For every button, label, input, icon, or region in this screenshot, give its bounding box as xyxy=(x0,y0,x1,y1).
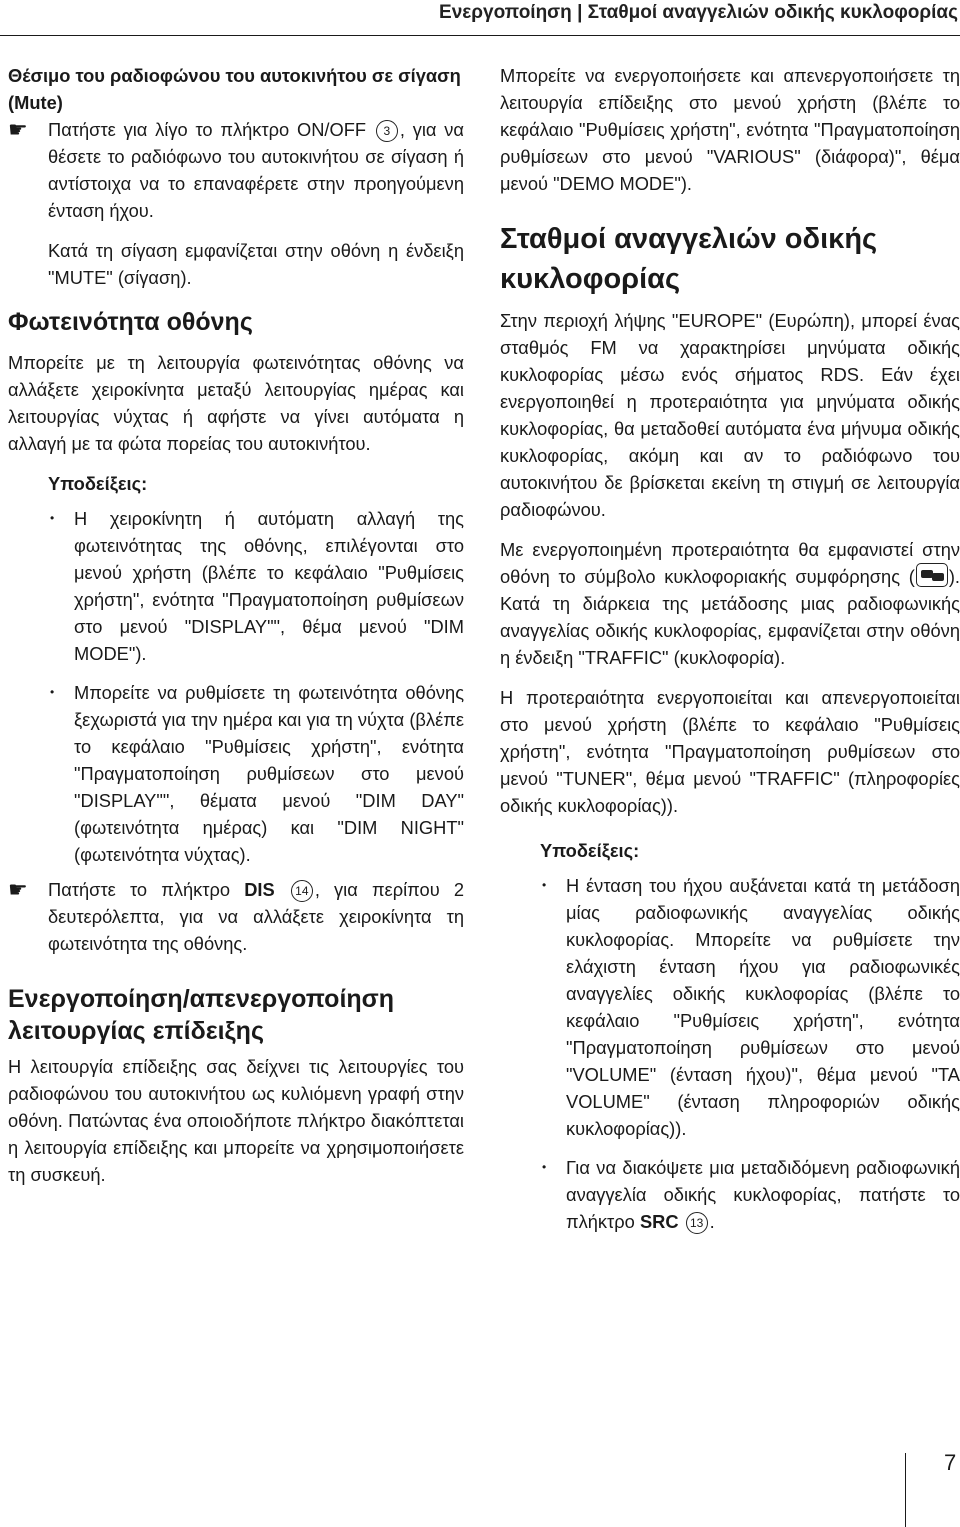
brightness-hints xyxy=(8,470,464,868)
mute-step: ☛ Πατήστε για λίγο το πλήκτρο ON/OFF 3 , για να θέσετε το ραδιόφωνο του αυτοκινήτου σε σίγαση ή αντίστοιχα να το επαναφέρετε στην προηγούμενη ένταση ήχου. xyxy=(8,116,464,224)
key-number-badge: 13 xyxy=(686,1212,708,1234)
pointing-hand-icon: ☛ xyxy=(8,117,28,142)
running-header: Ενεργοποίηση | Σταθμοί αναγγελιών οδικής κυκλοφορίας xyxy=(439,2,958,23)
traffic-hints-title: Υποδείξεις: xyxy=(540,840,640,861)
header-divider xyxy=(0,35,960,36)
bullet-icon: • xyxy=(50,685,55,699)
brightness-intro: Μπορείτε με τη λειτουργία φωτεινότητας οθόνης να αλλάξετε χειροκίνητα μεταξύ λειτουργίας ημέρας και λειτουργίας νύχτας ή αφήστε να γίνει αυτόματα η αλλαγή με τα φώτα πορείας του αυτοκινήτου. xyxy=(8,352,464,454)
mute-note: Κατά τη σίγαση εμφανίζεται στην οθόνη η ένδειξη "MUTE" (σίγαση). xyxy=(48,240,464,288)
list-item: • Μπορείτε να ρυθμίσετε τη φωτεινότητα οθόνης ξεχωριστά για την ημέρα και για τη νύχτα (βλέπε το κεφάλαιο "Ρυθμίσεις χρήστη", ενότητα "Πραγματοποίηση ρυθμίσεων στο μενού "DISPLAY"", θέματα μενού "DIM DAY" (φωτεινότητα ημέρας) και "DIM NIGHT" (φωτεινότητα νύχτας). xyxy=(48,679,464,868)
traffic-jam-icon xyxy=(916,563,948,587)
list-item: • Η ένταση του ήχου αυξάνεται κατά τη μετάδοση μίας ραδιοφωνικής αναγγελίας οδικής κυκλοφορίας. Μπορείτε να ρυθμίσετε την ελάχιστη ένταση ήχου για ραδιοφωνικές αναγγελίες οδικής κυκλοφορίας (βλέπε το κεφάλαιο "Ρυθμίσεις χρήστη", ενότητα "Πραγματοποίηση ρυθμίσεων στο μενού "VOLUME" (ένταση ήχου)", θέμα μενού "TA VOLUME" (ένταση πληροφοριών οδικής κυκλοφορίας)). xyxy=(540,872,960,1142)
demo-continuation: Μπορείτε να ενεργοποιήσετε και απενεργοποιήσετε τη λειτουργία επίδειξης στο μενού χρήστη (βλέπε το κεφάλαιο "Ρυθμίσεις χρήστη", ενότητα "Πραγματοποίηση ρυθμίσεων στο μενού "VARIOUS" (διάφορα)", θέμα μενού "DEMO MODE"). xyxy=(500,65,960,194)
traffic-hints xyxy=(500,837,960,1235)
key-number-badge: 3 xyxy=(376,120,398,142)
traffic-paragraph-3: Η προτεραιότητα ενεργοποιείται και απενεργοποιείται στο μενού χρήστη (βλέπε το κεφάλαιο "Ρυθμίσεις χρήστη", ενότητα "Πραγματοποίηση ρυθμίσεων στο μενού "TUNER", θέμα μενού "TRAFFIC" (πληροφορίες οδικής κυκλοφορίας)). xyxy=(500,687,960,816)
dis-key-label: DIS xyxy=(244,879,275,900)
brightness-section-title: Φωτεινότητα οθόνης xyxy=(8,308,253,336)
traffic-section-title: Σταθμοί αναγγελιών οδικής κυκλοφορίας xyxy=(500,223,878,295)
list-item: • Για να διακόψετε μια μεταδιδόμενη ραδιοφωνική αναγγελία οδικής κυκλοφορίας, πατήστε το πλήκτρο SRC 13 . xyxy=(540,1154,960,1235)
left-column xyxy=(8,62,464,1188)
demo-intro: Η λειτουργία επίδειξης σας δείχνει τις λειτουργίες του ραδιοφώνου του αυτοκινήτου ως κυλιόμενη γραφή στην οθόνη. Πατώντας ένα οποιοδήποτε πλήκτρο διακόπτεται η λειτουργία επίδειξης και μπορείτε να χρησιμοποιήσετε τη συσκευή. xyxy=(8,1056,464,1185)
page-number-divider xyxy=(905,1453,906,1527)
key-number-badge: 14 xyxy=(291,880,313,902)
bullet-icon: • xyxy=(542,878,547,892)
traffic-paragraph-1: Στην περιοχή λήψης "EUROPE" (Ευρώπη), μπορεί ένας σταθμός FM να χαρακτηρίσει μηνύματα οδικής κυκλοφορίας μέσω ενός σήματος RDS. Εάν έχει ενεργοποιηθεί η προτεραιότητα για μηνύματα οδικής κυκλοφορίας, θα μεταδοθεί αυτόματα ένα μήνυμα οδικής κυκλοφορίας, ακόμη και αν το ραδιόφωνο του αυτοκινήτου δε βρίσκεται εκείνη τη στιγμή σε λειτουργία ραδιοφώνου. xyxy=(500,310,960,520)
brightness-hints-title: Υποδείξεις: xyxy=(48,473,148,494)
brightness-step: ☛ Πατήστε το πλήκτρο DIS 14 , για περίπου 2 δευτερόλεπτα, για να αλλάξετε χειροκίνητα τη φωτεινότητα της οθόνης. xyxy=(8,876,464,957)
list-item: • Η χειροκίνητη ή αυτόματη αλλαγή της φωτεινότητας της οθόνης, επιλέγονται στο μενού χρήστη (βλέπε το κεφάλαιο "Ρυθμίσεις χρήστη", ενότητα "Πραγματοποίηση ρυθμίσεων στο μενού "DISPLAY"", θέμα μενού "DIM MODE"). xyxy=(48,505,464,667)
bullet-icon: • xyxy=(542,1160,547,1174)
src-key-label: SRC xyxy=(639,1211,679,1232)
page-number: 7 xyxy=(944,1450,957,1475)
mute-section-title: Θέσιμο του ραδιοφώνου του αυτοκινήτου σε σίγαση (Mute) xyxy=(8,65,461,113)
traffic-paragraph-2: Με ενεργοποιημένη προτεραιότητα θα εμφανιστεί στην οθόνη το σύμβολο κυκλοφοριακής συμφόρησης ( ). Κατά τη διάρκεια της μετάδοσης μιας ραδιοφωνικής αναγγελίας οδικής κυκλοφορίας, εμφανίζεται στην οθόνη η ένδειξη "TRAFFIC" (κυκλοφορία). xyxy=(500,539,960,668)
right-column xyxy=(500,62,960,1235)
demo-section-title: Ενεργοποίηση/απενεργοποίηση λειτουργίας επίδειξης xyxy=(8,985,395,1045)
bullet-icon: • xyxy=(50,511,55,525)
pointing-hand-icon: ☛ xyxy=(8,877,28,902)
